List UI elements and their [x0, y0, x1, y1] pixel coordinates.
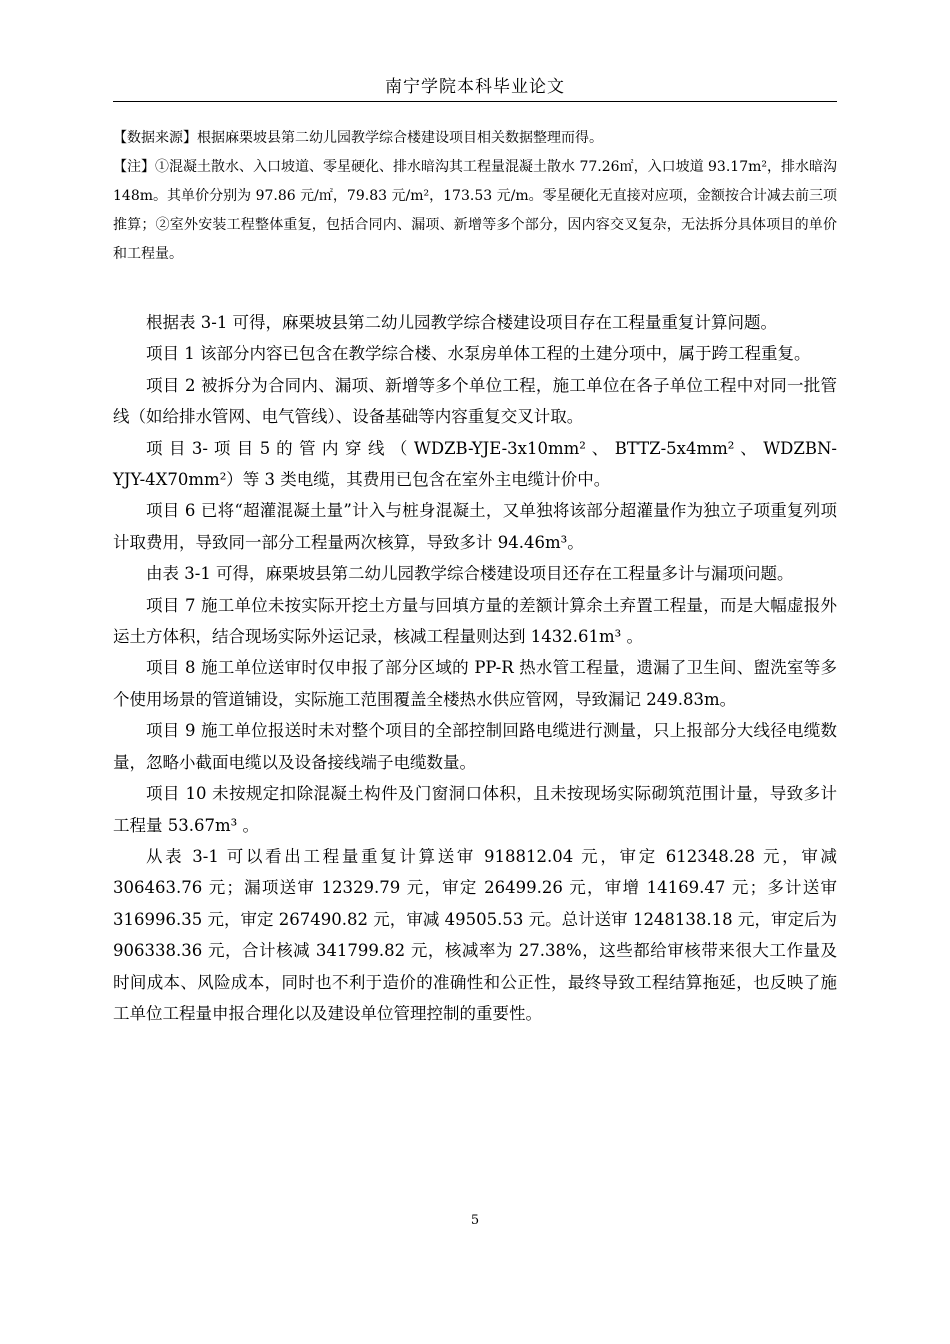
paragraph: 项目 2 被拆分为合同内、漏项、新增等多个单位工程，施工单位在各子单位工程中对同一批管线（如给排水管网、电气管线）、设备基础等内容重复交叉计取。 — [113, 375, 837, 427]
paragraph: 项目 8 施工单位送审时仅申报了部分区域的 PP-R 热水管工程量，遗漏了卫生间、盥洗室等多个使用场景的管道铺设，实际施工范围覆盖全楼热水供应管网，导致漏记 249.83m。 — [113, 658, 837, 709]
page-header-title: 南宁学院本科毕业论文 — [385, 77, 565, 97]
paragraph: 项目 9 施工单位报送时未对整个项目的全部控制回路电缆进行测量，只上报部分大线径电缆数量，忽略小截面电缆以及设备接线端子电缆数量。 — [113, 721, 837, 772]
header-divider — [113, 101, 837, 102]
paragraph: 项 目 3- 项 目 5 的 管 内 穿 线 （ WDZB-YJE-3x10mm² 、 BTTZ-5x4mm² 、 WDZBN-YJY-4X70mm²）等 3 类电缆，其费用已包含在室外主电缆计价中。 — [113, 438, 837, 490]
annotation-note: 【注】①混凝土散水、入口坡道、零星硬化、排水暗沟其工程量混凝土散水 77.26㎡，入口坡道 93.17m²，排水暗沟 148m。其单价分别为 97.86 元/㎡，79.83 元/m²，173.53 元/m。零星硬化无直接对应项，金额按合计减去前三项推算；②室外安装工程整体重复，包括合同内、漏项、新增等多个部分，因内容交叉复杂，无法拆分具体项目的单价和工程量。 — [113, 159, 837, 262]
paragraph: 从表 3-1 可以看出工程量重复计算送审 918812.04 元，审定 612348.28 元，审减 306463.76 元；漏项送审 12329.79 元，审定 26499.26 元，审增 14169.47 元；多计送审 316996.35 元，审定 267490.82 元，审减 49505.53 元。总计送审 1248138.18 元，审定后为 906338.36 元，合计核减 341799.82 元，核减率为 27.38%，这些都给审核带来很大工作量及时间成本、风险成本，同时也不利于造价的准确性和公正性，最终导致工程结算拖延，也反映了施工单位工程量申报合理化以及建设单位管理控制的重要性。 — [113, 846, 837, 1023]
page-number: 5 — [470, 1213, 480, 1228]
data-source-note: 【数据来源】根据麻栗坡县第二幼儿园教学综合楼建设项目相关数据整理而得。 — [113, 130, 603, 146]
paragraph: 项目 10 未按规定扣除混凝土构件及门窗洞口体积，且未按现场实际砌筑范围计量，导致多计工程量 53.67m³ 。 — [113, 784, 837, 835]
paragraph: 由表 3-1 可得，麻栗坡县第二幼儿园教学综合楼建设项目还存在工程量多计与漏项问题。 — [146, 564, 794, 584]
paragraph: 项目 1 该部分内容已包含在教学综合楼、水泵房单体工程的土建分项中，属于跨工程重复。 — [146, 344, 811, 364]
table-notes — [113, 124, 837, 269]
body-text — [113, 307, 837, 1029]
paragraph: 项目 7 施工单位未按实际开挖土方量与回填方量的差额计算余土弃置工程量，而是大幅虚报外运土方体积，结合现场实际外运记录，核减工程量则达到 1432.61m³ 。 — [113, 595, 837, 647]
paragraph: 根据表 3-1 可得，麻栗坡县第二幼儿园教学综合楼建设项目存在工程量重复计算问题。 — [146, 313, 778, 332]
paragraph: 项目 6 已将“超灌混凝土量”计入与桩身混凝土，又单独将该部分超灌量作为独立子项重复列项计取费用，导致同一部分工程量两次核算，导致多计 94.46m³。 — [113, 501, 837, 552]
